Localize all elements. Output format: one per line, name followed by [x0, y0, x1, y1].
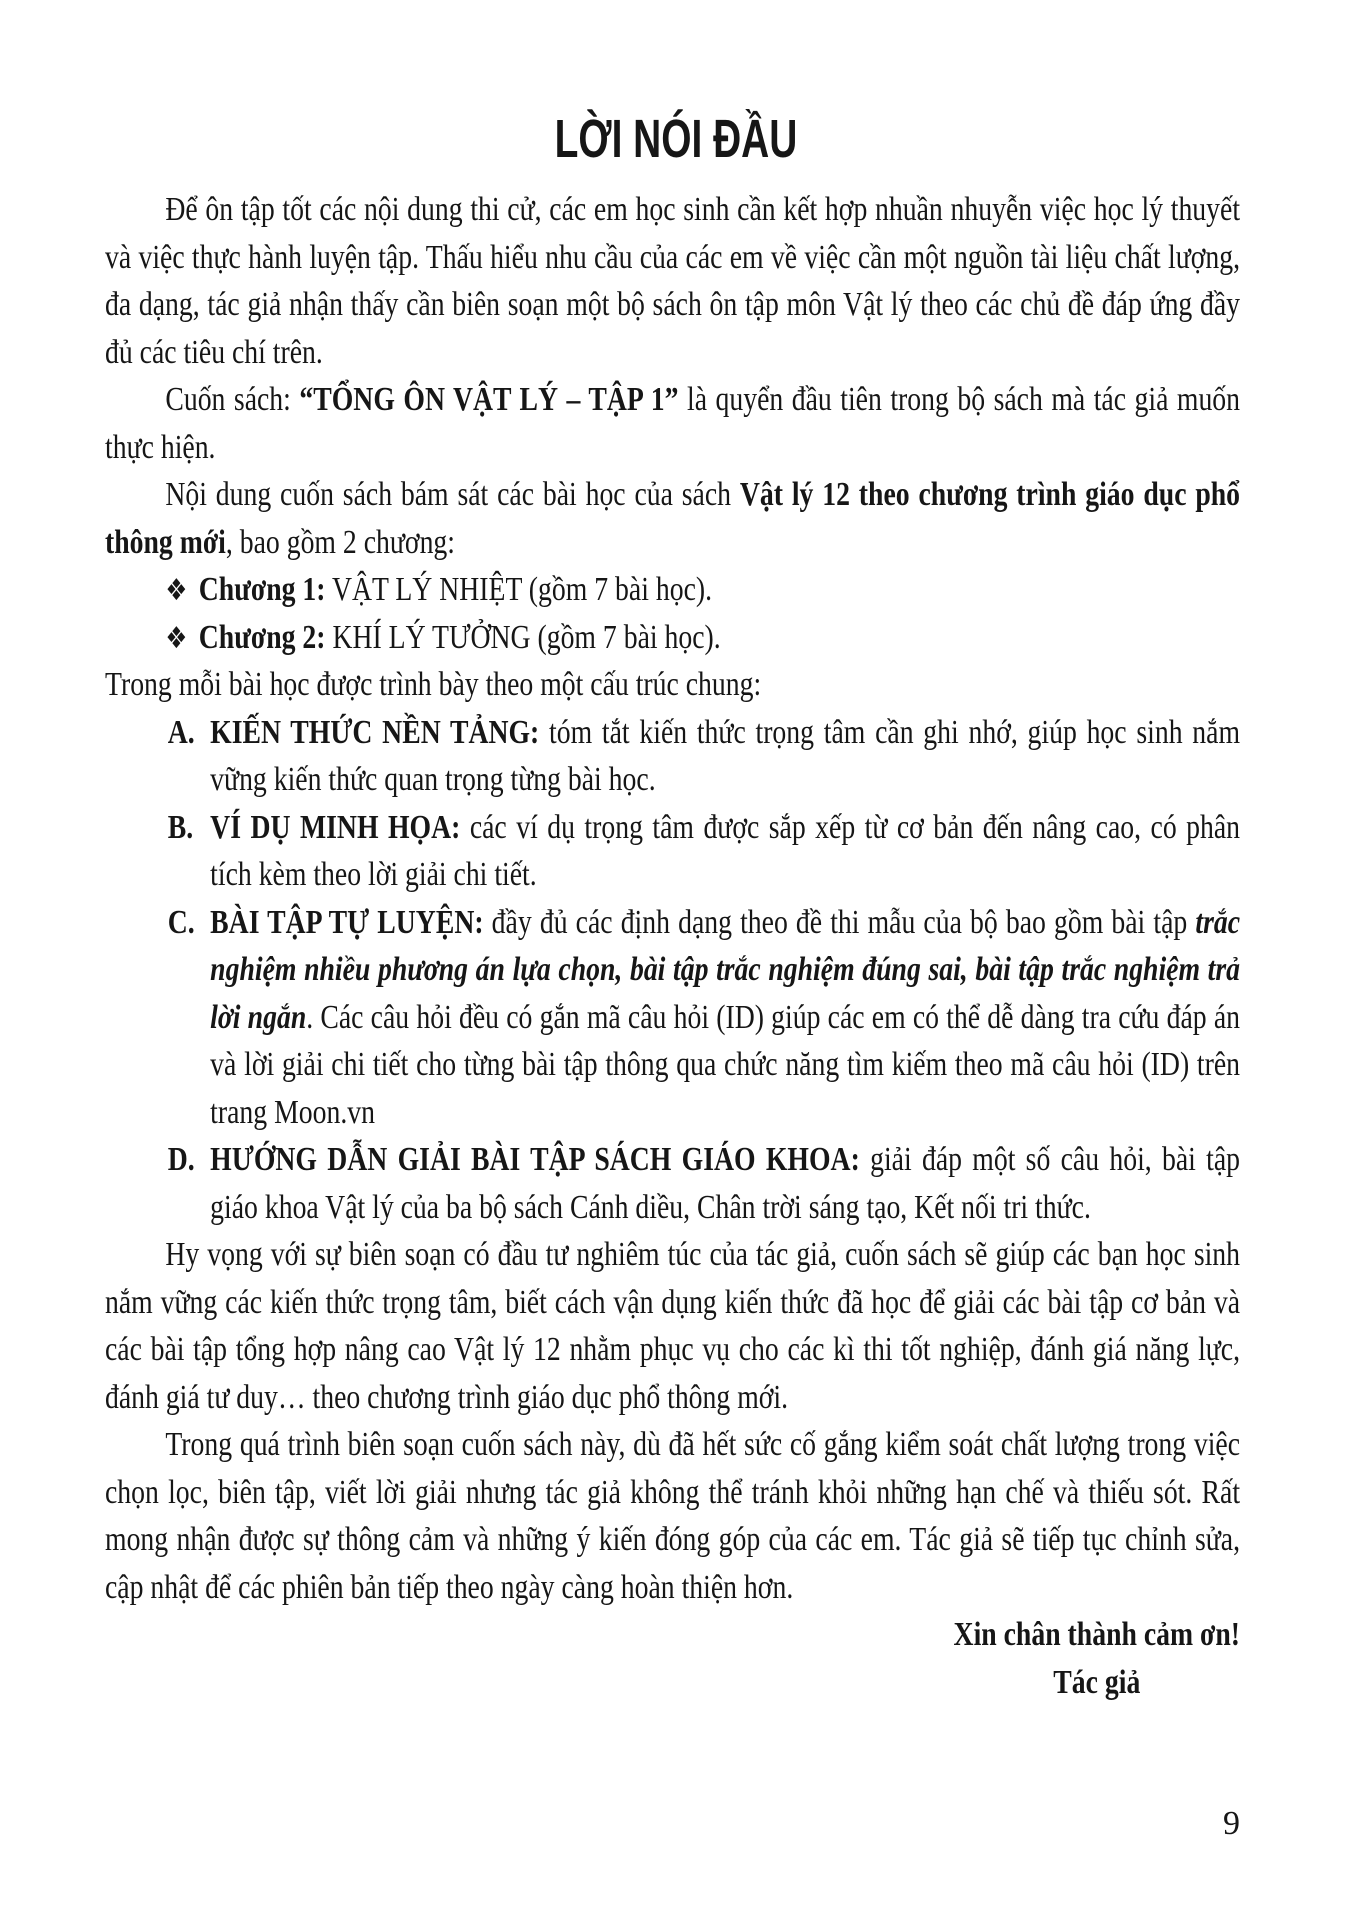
section-heading: KIẾN THỨC NỀN TẢNG: — [210, 713, 540, 751]
question-types-emphasis: trắc nghiệm nhiều phương án lựa chọn, bài tập trắc nghiệm đúng sai, bài tập trắc nghiệm trả lời ngắn — [210, 903, 1241, 1036]
book-title-text: “TỔNG ÔN VẬT LÝ – TẬP 1” — [299, 381, 679, 418]
paragraph-text: Trong quá trình biên soạn cuốn sách này, dù đã hết sức cố gắng kiểm soát chất lượng trong việc chọn lọc, biên tập, viết lời giải nhưng tác giả không thể tránh khỏi những hạn chế và thiếu sót. Rất mong nhận được sự thông cảm và những ý kiến đóng góp của các em. Tác giả sẽ tiếp tục chỉnh sửa, cập nhật để các phiên bản tiếp theo ngày càng hoàn thiện hơn. — [105, 1426, 1241, 1606]
section-text: tóm tắt kiến thức trọng tâm cần ghi nhớ, giúp học sinh nắm vững kiến thức quan trọng từng bài học. — [210, 713, 1241, 798]
paragraph-content-overview — [105, 471, 1240, 566]
section-text: . Các câu hỏi đều có gắn mã câu hỏi (ID) giúp các em có thể dễ dàng tra cứu đáp án và lời giải chi tiết cho từng bài tập thông qua chức năng tìm kiếm theo mã câu hỏi (ID) trên trang Moon.vn — [210, 998, 1241, 1131]
chapter-item-2 — [105, 614, 1240, 662]
signoff-block — [954, 1611, 1240, 1706]
section-text: đầy đủ các định dạng theo đề thi mẫu của bộ bao gồm bài tập — [483, 903, 1196, 941]
structure-item-b — [105, 804, 1240, 899]
diamond-bullet-icon: ❖ — [165, 620, 188, 656]
section-heading: HƯỚNG DẪN GIẢI BÀI TẬP SÁCH GIÁO KHOA: — [210, 1141, 860, 1178]
paragraph-text: Cuốn sách: — [165, 381, 300, 418]
list-marker: A. — [167, 713, 195, 751]
paragraph-structure-intro — [105, 661, 1240, 709]
chapter-item-1 — [105, 566, 1240, 614]
signoff-author: Tác giả — [1053, 1663, 1141, 1701]
diamond-bullet-icon: ❖ — [165, 573, 188, 608]
paragraph-text: , bao gồm 2 chương: — [225, 523, 455, 561]
structure-item-d — [105, 1136, 1240, 1231]
list-marker: C. — [167, 903, 195, 941]
section-text: giải đáp một số câu hỏi, bài tập giáo khoa Vật lý của ba bộ sách Cánh diều, Chân trời sáng tạo, Kết nối tri thức. — [210, 1141, 1241, 1226]
structure-item-a — [105, 709, 1240, 804]
document-body — [105, 186, 1240, 1706]
paragraph-text: Để ôn tập tốt các nội dung thi cử, các em học sinh cần kết hợp nhuần nhuyễn việc học lý thuyết và việc thực hành luyện tập. Thấu hiểu nhu cầu của các em về việc cần một nguồn tài liệu chất lượng, đa dạng, tác giả nhận thấy cần biên soạn một bộ sách ôn tập môn Vật lý theo các chủ đề đáp ứng đầy đủ các tiêu chí trên. — [105, 191, 1241, 371]
list-marker: D. — [167, 1141, 195, 1178]
paragraph-text: Trong mỗi bài học được trình bày theo một cấu trúc chung: — [105, 666, 762, 703]
curriculum-bold-text: Vật lý 12 theo chương trình giáo dục phổ thông mới — [105, 476, 1241, 561]
list-marker: B. — [167, 808, 194, 846]
paragraph-text: là quyển đầu tiên trong bộ sách mà tác giả muốn thực hiện. — [105, 381, 1241, 466]
signoff-thanks: Xin chân thành cảm ơn! — [953, 1616, 1241, 1653]
page-title: LỜI NÓI ĐẦU — [554, 109, 798, 169]
section-heading: VÍ DỤ MINH HỌA: — [210, 808, 461, 846]
paragraph-apology — [105, 1421, 1240, 1611]
structure-item-c — [105, 899, 1240, 1137]
chapter-label: Chương 1: — [198, 571, 326, 608]
paragraph-hope — [105, 1231, 1240, 1421]
paragraph-text: Hy vọng với sự biên soạn có đầu tư nghiêm túc của tác giả, cuốn sách sẽ giúp các bạn học sinh nắm vững các kiến thức trọng tâm, biết cách vận dụng kiến thức đã học để giải các bài tập cơ bản và các bài tập tổng hợp nâng cao Vật lý 12 nhằm phục vụ cho các kì thi tốt nghiệp, đánh giá năng lực, đánh giá tư duy… theo chương trình giáo dục phổ thông mới. — [105, 1236, 1241, 1416]
paragraph-text: Nội dung cuốn sách bám sát các bài học của sách — [165, 476, 740, 513]
chapter-text: VẬT LÝ NHIỆT (gồm 7 bài học). — [325, 571, 713, 608]
paragraph-book — [105, 376, 1240, 471]
page-number: 9 — [1223, 1805, 1240, 1842]
section-heading: BÀI TẬP TỰ LUYỆN: — [210, 903, 484, 941]
chapter-label: Chương 2: — [198, 618, 326, 656]
paragraph-intro — [105, 186, 1240, 376]
section-text: các ví dụ trọng tâm được sắp xếp từ cơ bản đến nâng cao, có phân tích kèm theo lời giải chi tiết. — [210, 808, 1241, 893]
chapter-text: KHÍ LÝ TƯỞNG (gồm 7 bài học). — [325, 618, 721, 656]
